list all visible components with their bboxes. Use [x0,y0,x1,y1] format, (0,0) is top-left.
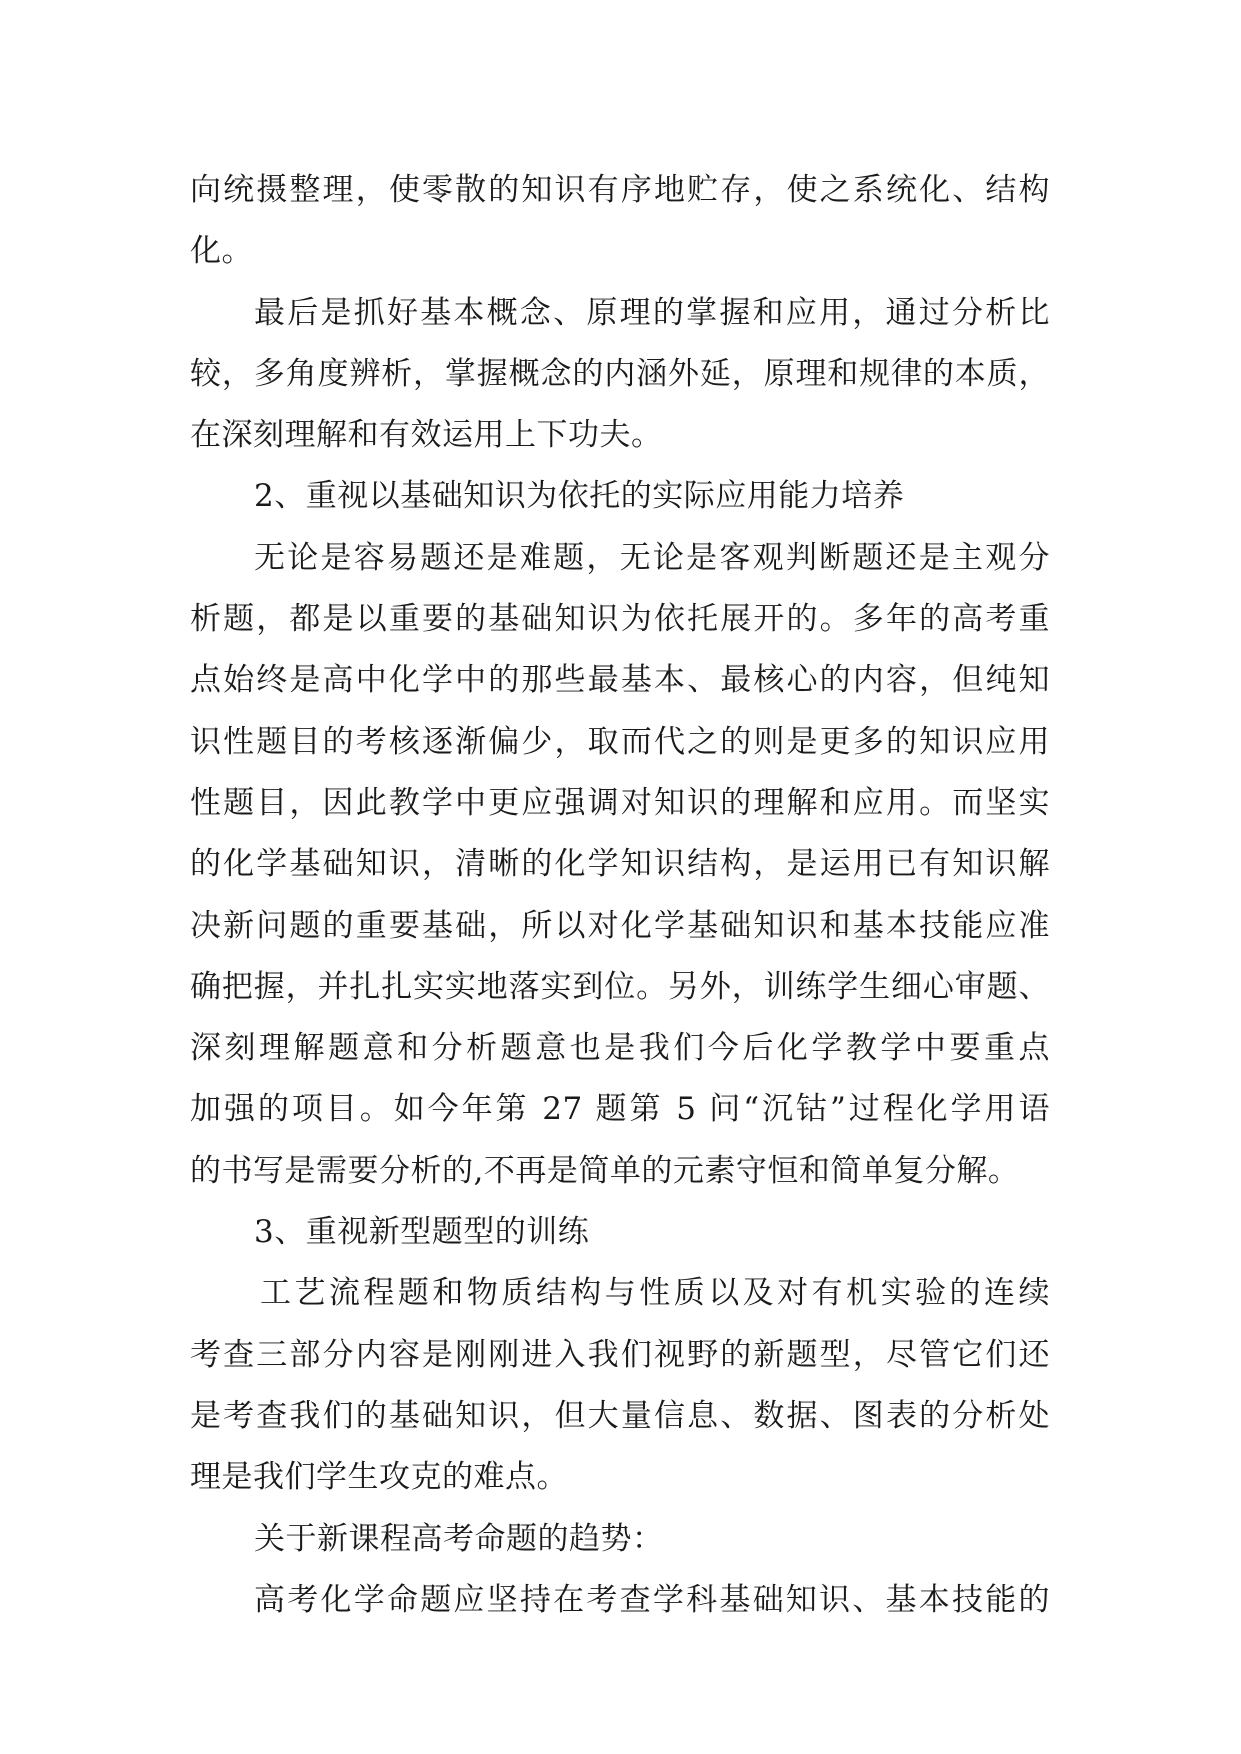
text-line: 的书写是需要分析的,不再是简单的元素守恒和简单复分解。 [190,1152,1020,1189]
text-line: 析题，都是以重要的基础知识为依托展开的。多年的高考重 [190,601,1050,638]
text-line: 3、重视新型题型的训练 [254,1214,590,1251]
text-line: 理是我们学生攻克的难点。 [190,1459,568,1496]
text-line: 是考查我们的基础知识，但大量信息、数据、图表的分析处 [190,1397,1050,1434]
text-line: 无论是容易题还是难题，无论是客观判断题还是主观分 [254,539,1050,576]
body-text [190,160,1050,1631]
text-line: 考查三部分内容是刚刚进入我们视野的新题型，尽管它们还 [190,1336,1050,1373]
text-line: 的化学基础知识，清晰的化学知识结构，是运用已有知识解 [190,846,1050,883]
text-line: 点始终是高中化学中的那些最基本、最核心的内容，但纯知 [190,662,1050,699]
text-line: 确把握，并扎扎实实地落实到位。另外，训练学生细心审题、 [190,968,1050,1005]
text-line: 决新问题的重要基础，所以对化学基础知识和基本技能应准 [190,907,1050,944]
text-line: 高考化学命题应坚持在考查学科基础知识、基本技能的 [254,1581,1050,1618]
text-line: 关于新课程高考命题的趋势： [254,1520,664,1557]
text-line: 2、重视以基础知识为依托的实际应用能力培养 [254,478,905,515]
text-line: 最后是抓好基本概念、原理的掌握和应用，通过分析比 [254,294,1050,331]
text-line: 工艺流程题和物质结构与性质以及对有机实验的连续 [260,1275,1050,1312]
text-line: 加强的项目。如今年第 27 题第 5 问“沉钴”过程化学用语 [190,1091,1050,1128]
text-line: 在深刻理解和有效运用上下功夫。 [190,417,663,454]
text-line: 识性题目的考核逐渐偏少，取而代之的则是更多的知识应用 [190,723,1050,760]
text-line: 性题目，因此教学中更应强调对知识的理解和应用。而坚实 [190,784,1050,821]
text-line: 较，多角度辨析，掌握概念的内涵外延，原理和规律的本质， [190,355,1050,392]
text-line: 向统摄整理，使零散的知识有序地贮存，使之系统化、结构 [190,172,1050,208]
text-line: 深刻理解题意和分析题意也是我们今后化学教学中要重点 [190,1030,1050,1067]
text-line: 化。 [190,233,253,270]
